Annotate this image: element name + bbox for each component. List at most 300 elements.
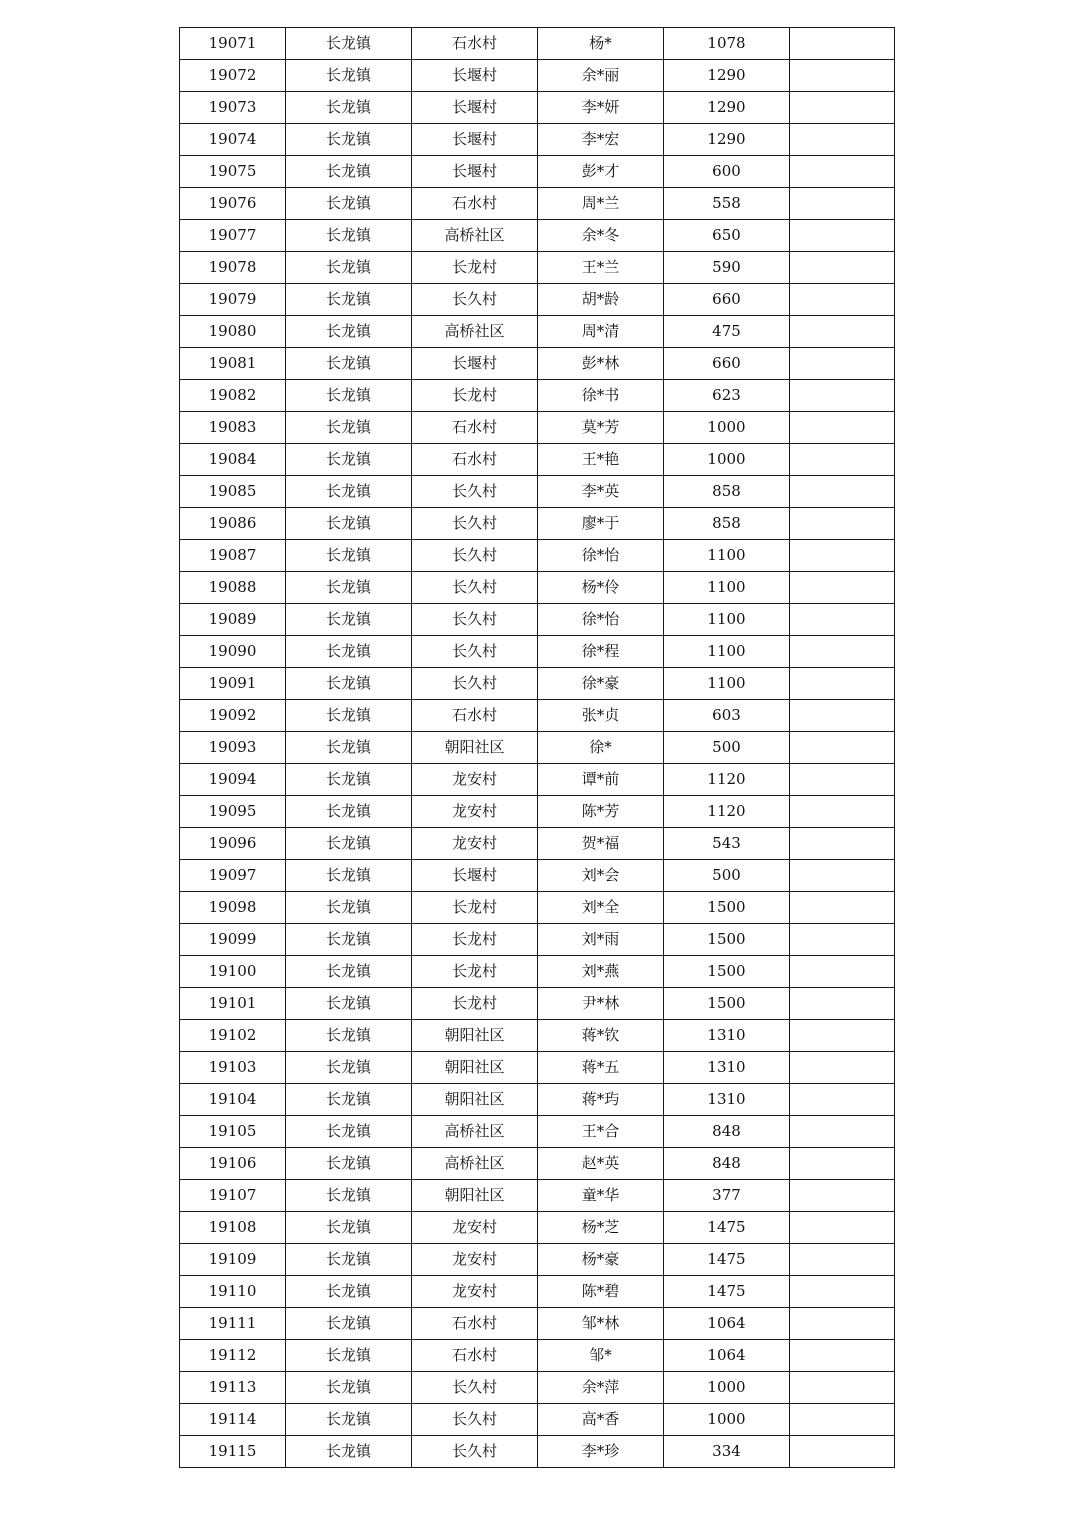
record-id-cell: 19115 — [180, 1436, 286, 1468]
record-id-cell: 19111 — [180, 1308, 286, 1340]
person-name-cell: 周*清 — [538, 316, 664, 348]
amount-cell: 1064 — [664, 1340, 790, 1372]
town-cell: 长龙镇 — [286, 316, 412, 348]
amount-cell: 1078 — [664, 28, 790, 60]
table-row — [180, 1148, 895, 1180]
town-cell: 长龙镇 — [286, 828, 412, 860]
village-cell: 石水村 — [412, 1340, 538, 1372]
person-name-cell: 李*英 — [538, 476, 664, 508]
table-row — [180, 1180, 895, 1212]
table-row — [180, 988, 895, 1020]
amount-cell: 660 — [664, 284, 790, 316]
amount-cell: 1000 — [664, 1372, 790, 1404]
village-cell: 石水村 — [412, 444, 538, 476]
remark-cell — [790, 1340, 895, 1372]
person-name-cell: 高*香 — [538, 1404, 664, 1436]
amount-cell: 600 — [664, 156, 790, 188]
person-name-cell: 莫*芳 — [538, 412, 664, 444]
remark-cell — [790, 924, 895, 956]
record-id-cell: 19086 — [180, 508, 286, 540]
record-id-cell: 19112 — [180, 1340, 286, 1372]
record-id-cell: 19078 — [180, 252, 286, 284]
record-id-cell: 19076 — [180, 188, 286, 220]
table-row — [180, 508, 895, 540]
person-name-cell: 杨* — [538, 28, 664, 60]
amount-cell: 660 — [664, 348, 790, 380]
village-cell: 长久村 — [412, 1404, 538, 1436]
person-name-cell: 杨*伶 — [538, 572, 664, 604]
village-cell: 朝阳社区 — [412, 1180, 538, 1212]
amount-cell: 1500 — [664, 924, 790, 956]
town-cell: 长龙镇 — [286, 604, 412, 636]
amount-cell: 1310 — [664, 1020, 790, 1052]
table-row — [180, 1404, 895, 1436]
record-id-cell: 19107 — [180, 1180, 286, 1212]
record-id-cell: 19110 — [180, 1276, 286, 1308]
person-name-cell: 李*珍 — [538, 1436, 664, 1468]
amount-cell: 603 — [664, 700, 790, 732]
record-id-cell: 19087 — [180, 540, 286, 572]
village-cell: 高桥社区 — [412, 220, 538, 252]
record-id-cell: 19101 — [180, 988, 286, 1020]
table-row — [180, 540, 895, 572]
town-cell: 长龙镇 — [286, 156, 412, 188]
table-row — [180, 1372, 895, 1404]
village-cell: 龙安村 — [412, 796, 538, 828]
village-cell: 长堰村 — [412, 156, 538, 188]
amount-cell: 475 — [664, 316, 790, 348]
table-row — [180, 1340, 895, 1372]
table-row — [180, 1436, 895, 1468]
remark-cell — [790, 540, 895, 572]
table-row — [180, 188, 895, 220]
person-name-cell: 廖*于 — [538, 508, 664, 540]
town-cell: 长龙镇 — [286, 1052, 412, 1084]
record-id-cell: 19080 — [180, 316, 286, 348]
amount-cell: 1120 — [664, 796, 790, 828]
record-id-cell: 19105 — [180, 1116, 286, 1148]
town-cell: 长龙镇 — [286, 124, 412, 156]
amount-cell: 1500 — [664, 956, 790, 988]
table-row — [180, 412, 895, 444]
town-cell: 长龙镇 — [286, 380, 412, 412]
amount-cell: 1290 — [664, 124, 790, 156]
village-cell: 长龙村 — [412, 988, 538, 1020]
town-cell: 长龙镇 — [286, 1244, 412, 1276]
remark-cell — [790, 284, 895, 316]
person-name-cell: 王*合 — [538, 1116, 664, 1148]
remark-cell — [790, 700, 895, 732]
remark-cell — [790, 92, 895, 124]
record-id-cell: 19085 — [180, 476, 286, 508]
records-table — [179, 27, 895, 1468]
village-cell: 石水村 — [412, 412, 538, 444]
record-id-cell: 19077 — [180, 220, 286, 252]
town-cell: 长龙镇 — [286, 700, 412, 732]
record-id-cell: 19108 — [180, 1212, 286, 1244]
table-row — [180, 796, 895, 828]
remark-cell — [790, 156, 895, 188]
table-row — [180, 1244, 895, 1276]
person-name-cell: 彭*林 — [538, 348, 664, 380]
amount-cell: 858 — [664, 476, 790, 508]
remark-cell — [790, 764, 895, 796]
village-cell: 长堰村 — [412, 348, 538, 380]
town-cell: 长龙镇 — [286, 540, 412, 572]
person-name-cell: 贺*福 — [538, 828, 664, 860]
table-row — [180, 316, 895, 348]
village-cell: 长久村 — [412, 1372, 538, 1404]
amount-cell: 848 — [664, 1148, 790, 1180]
person-name-cell: 徐*豪 — [538, 668, 664, 700]
village-cell: 长久村 — [412, 508, 538, 540]
town-cell: 长龙镇 — [286, 1020, 412, 1052]
record-id-cell: 19084 — [180, 444, 286, 476]
person-name-cell: 刘*会 — [538, 860, 664, 892]
town-cell: 长龙镇 — [286, 412, 412, 444]
record-id-cell: 19109 — [180, 1244, 286, 1276]
table-row — [180, 284, 895, 316]
remark-cell — [790, 380, 895, 412]
village-cell: 长龙村 — [412, 924, 538, 956]
remark-cell — [790, 1308, 895, 1340]
remark-cell — [790, 412, 895, 444]
remark-cell — [790, 892, 895, 924]
town-cell: 长龙镇 — [286, 1372, 412, 1404]
village-cell: 长久村 — [412, 636, 538, 668]
town-cell: 长龙镇 — [286, 956, 412, 988]
village-cell: 长久村 — [412, 604, 538, 636]
person-name-cell: 周*兰 — [538, 188, 664, 220]
amount-cell: 590 — [664, 252, 790, 284]
remark-cell — [790, 188, 895, 220]
amount-cell: 1120 — [664, 764, 790, 796]
town-cell: 长龙镇 — [286, 764, 412, 796]
record-id-cell: 19090 — [180, 636, 286, 668]
village-cell: 石水村 — [412, 1308, 538, 1340]
amount-cell: 858 — [664, 508, 790, 540]
remark-cell — [790, 860, 895, 892]
person-name-cell: 杨*豪 — [538, 1244, 664, 1276]
person-name-cell: 蒋*钦 — [538, 1020, 664, 1052]
village-cell: 石水村 — [412, 28, 538, 60]
remark-cell — [790, 1116, 895, 1148]
record-id-cell: 19098 — [180, 892, 286, 924]
amount-cell: 1000 — [664, 1404, 790, 1436]
town-cell: 长龙镇 — [286, 1212, 412, 1244]
amount-cell: 558 — [664, 188, 790, 220]
town-cell: 长龙镇 — [286, 988, 412, 1020]
remark-cell — [790, 828, 895, 860]
town-cell: 长龙镇 — [286, 572, 412, 604]
village-cell: 长久村 — [412, 572, 538, 604]
village-cell: 长龙村 — [412, 380, 538, 412]
table-row — [180, 28, 895, 60]
person-name-cell: 邹* — [538, 1340, 664, 1372]
village-cell: 高桥社区 — [412, 1116, 538, 1148]
records-table-body — [180, 28, 895, 1468]
amount-cell: 1310 — [664, 1052, 790, 1084]
remark-cell — [790, 124, 895, 156]
remark-cell — [790, 1084, 895, 1116]
record-id-cell: 19091 — [180, 668, 286, 700]
amount-cell: 623 — [664, 380, 790, 412]
town-cell: 长龙镇 — [286, 1148, 412, 1180]
village-cell: 长久村 — [412, 540, 538, 572]
table-row — [180, 1116, 895, 1148]
person-name-cell: 徐*程 — [538, 636, 664, 668]
remark-cell — [790, 1180, 895, 1212]
table-row — [180, 252, 895, 284]
amount-cell: 1064 — [664, 1308, 790, 1340]
village-cell: 长久村 — [412, 284, 538, 316]
record-id-cell: 19103 — [180, 1052, 286, 1084]
town-cell: 长龙镇 — [286, 1308, 412, 1340]
village-cell: 龙安村 — [412, 828, 538, 860]
amount-cell: 1290 — [664, 92, 790, 124]
person-name-cell: 徐*书 — [538, 380, 664, 412]
record-id-cell: 19092 — [180, 700, 286, 732]
town-cell: 长龙镇 — [286, 476, 412, 508]
amount-cell: 1475 — [664, 1276, 790, 1308]
remark-cell — [790, 444, 895, 476]
person-name-cell: 李*宏 — [538, 124, 664, 156]
table-row — [180, 700, 895, 732]
remark-cell — [790, 60, 895, 92]
record-id-cell: 19104 — [180, 1084, 286, 1116]
village-cell: 石水村 — [412, 700, 538, 732]
village-cell: 长久村 — [412, 1436, 538, 1468]
town-cell: 长龙镇 — [286, 508, 412, 540]
table-row — [180, 764, 895, 796]
record-id-cell: 19114 — [180, 1404, 286, 1436]
amount-cell: 1310 — [664, 1084, 790, 1116]
table-row — [180, 124, 895, 156]
amount-cell: 500 — [664, 732, 790, 764]
remark-cell — [790, 316, 895, 348]
village-cell: 龙安村 — [412, 1212, 538, 1244]
record-id-cell: 19082 — [180, 380, 286, 412]
town-cell: 长龙镇 — [286, 188, 412, 220]
town-cell: 长龙镇 — [286, 28, 412, 60]
table-row — [180, 1308, 895, 1340]
village-cell: 长堰村 — [412, 860, 538, 892]
person-name-cell: 童*华 — [538, 1180, 664, 1212]
amount-cell: 1000 — [664, 444, 790, 476]
remark-cell — [790, 508, 895, 540]
record-id-cell: 19100 — [180, 956, 286, 988]
person-name-cell: 彭*才 — [538, 156, 664, 188]
remark-cell — [790, 28, 895, 60]
person-name-cell: 蒋*玙 — [538, 1084, 664, 1116]
table-row — [180, 668, 895, 700]
village-cell: 朝阳社区 — [412, 1020, 538, 1052]
remark-cell — [790, 604, 895, 636]
town-cell: 长龙镇 — [286, 348, 412, 380]
amount-cell: 334 — [664, 1436, 790, 1468]
remark-cell — [790, 1148, 895, 1180]
person-name-cell: 尹*林 — [538, 988, 664, 1020]
table-row — [180, 892, 895, 924]
person-name-cell: 谭*前 — [538, 764, 664, 796]
town-cell: 长龙镇 — [286, 924, 412, 956]
table-row — [180, 1020, 895, 1052]
record-id-cell: 19088 — [180, 572, 286, 604]
remark-cell — [790, 220, 895, 252]
table-row — [180, 636, 895, 668]
table-row — [180, 220, 895, 252]
table-row — [180, 1084, 895, 1116]
village-cell: 长堰村 — [412, 124, 538, 156]
person-name-cell: 张*贞 — [538, 700, 664, 732]
village-cell: 长龙村 — [412, 892, 538, 924]
town-cell: 长龙镇 — [286, 220, 412, 252]
table-row — [180, 956, 895, 988]
town-cell: 长龙镇 — [286, 1084, 412, 1116]
remark-cell — [790, 1276, 895, 1308]
remark-cell — [790, 1212, 895, 1244]
person-name-cell: 徐*怡 — [538, 540, 664, 572]
table-row — [180, 92, 895, 124]
remark-cell — [790, 1404, 895, 1436]
village-cell: 长龙村 — [412, 956, 538, 988]
record-id-cell: 19095 — [180, 796, 286, 828]
record-id-cell: 19071 — [180, 28, 286, 60]
table-row — [180, 732, 895, 764]
table-row — [180, 380, 895, 412]
person-name-cell: 赵*英 — [538, 1148, 664, 1180]
town-cell: 长龙镇 — [286, 668, 412, 700]
amount-cell: 1500 — [664, 892, 790, 924]
town-cell: 长龙镇 — [286, 252, 412, 284]
table-row — [180, 828, 895, 860]
village-cell: 龙安村 — [412, 764, 538, 796]
town-cell: 长龙镇 — [286, 732, 412, 764]
person-name-cell: 蒋*五 — [538, 1052, 664, 1084]
table-row — [180, 572, 895, 604]
person-name-cell: 陈*芳 — [538, 796, 664, 828]
person-name-cell: 杨*芝 — [538, 1212, 664, 1244]
town-cell: 长龙镇 — [286, 1276, 412, 1308]
record-id-cell: 19075 — [180, 156, 286, 188]
village-cell: 朝阳社区 — [412, 732, 538, 764]
record-id-cell: 19072 — [180, 60, 286, 92]
remark-cell — [790, 796, 895, 828]
person-name-cell: 徐*怡 — [538, 604, 664, 636]
amount-cell: 1475 — [664, 1244, 790, 1276]
remark-cell — [790, 1020, 895, 1052]
remark-cell — [790, 1436, 895, 1468]
town-cell: 长龙镇 — [286, 444, 412, 476]
table-row — [180, 476, 895, 508]
remark-cell — [790, 1372, 895, 1404]
town-cell: 长龙镇 — [286, 1404, 412, 1436]
record-id-cell: 19089 — [180, 604, 286, 636]
town-cell: 长龙镇 — [286, 92, 412, 124]
town-cell: 长龙镇 — [286, 1436, 412, 1468]
person-name-cell: 李*妍 — [538, 92, 664, 124]
record-id-cell: 19113 — [180, 1372, 286, 1404]
table-row — [180, 1212, 895, 1244]
town-cell: 长龙镇 — [286, 892, 412, 924]
person-name-cell: 余*丽 — [538, 60, 664, 92]
town-cell: 长龙镇 — [286, 284, 412, 316]
amount-cell: 1100 — [664, 572, 790, 604]
table-row — [180, 444, 895, 476]
record-id-cell: 19097 — [180, 860, 286, 892]
person-name-cell: 胡*龄 — [538, 284, 664, 316]
table-row — [180, 1052, 895, 1084]
remark-cell — [790, 1052, 895, 1084]
person-name-cell: 刘*雨 — [538, 924, 664, 956]
village-cell: 高桥社区 — [412, 316, 538, 348]
table-row — [180, 348, 895, 380]
record-id-cell: 19074 — [180, 124, 286, 156]
record-id-cell: 19102 — [180, 1020, 286, 1052]
village-cell: 长久村 — [412, 476, 538, 508]
remark-cell — [790, 668, 895, 700]
town-cell: 长龙镇 — [286, 1116, 412, 1148]
person-name-cell: 刘*燕 — [538, 956, 664, 988]
remark-cell — [790, 636, 895, 668]
village-cell: 朝阳社区 — [412, 1052, 538, 1084]
town-cell: 长龙镇 — [286, 60, 412, 92]
village-cell: 长堰村 — [412, 60, 538, 92]
person-name-cell: 余*冬 — [538, 220, 664, 252]
person-name-cell: 王*艳 — [538, 444, 664, 476]
amount-cell: 1100 — [664, 540, 790, 572]
remark-cell — [790, 988, 895, 1020]
record-id-cell: 19083 — [180, 412, 286, 444]
village-cell: 石水村 — [412, 188, 538, 220]
table-row — [180, 156, 895, 188]
remark-cell — [790, 732, 895, 764]
table-row — [180, 60, 895, 92]
person-name-cell: 余*萍 — [538, 1372, 664, 1404]
amount-cell: 650 — [664, 220, 790, 252]
amount-cell: 543 — [664, 828, 790, 860]
amount-cell: 1475 — [664, 1212, 790, 1244]
village-cell: 朝阳社区 — [412, 1084, 538, 1116]
town-cell: 长龙镇 — [286, 860, 412, 892]
amount-cell: 1000 — [664, 412, 790, 444]
record-id-cell: 19079 — [180, 284, 286, 316]
town-cell: 长龙镇 — [286, 1340, 412, 1372]
record-id-cell: 19094 — [180, 764, 286, 796]
village-cell: 长龙村 — [412, 252, 538, 284]
table-row — [180, 860, 895, 892]
table-row — [180, 924, 895, 956]
record-id-cell: 19081 — [180, 348, 286, 380]
remark-cell — [790, 572, 895, 604]
remark-cell — [790, 252, 895, 284]
table-row — [180, 1276, 895, 1308]
amount-cell: 1290 — [664, 60, 790, 92]
village-cell: 龙安村 — [412, 1276, 538, 1308]
village-cell: 长堰村 — [412, 92, 538, 124]
amount-cell: 848 — [664, 1116, 790, 1148]
person-name-cell: 王*兰 — [538, 252, 664, 284]
amount-cell: 377 — [664, 1180, 790, 1212]
village-cell: 龙安村 — [412, 1244, 538, 1276]
person-name-cell: 陈*碧 — [538, 1276, 664, 1308]
amount-cell: 1100 — [664, 636, 790, 668]
record-id-cell: 19096 — [180, 828, 286, 860]
remark-cell — [790, 1244, 895, 1276]
remark-cell — [790, 348, 895, 380]
village-cell: 高桥社区 — [412, 1148, 538, 1180]
record-id-cell: 19073 — [180, 92, 286, 124]
